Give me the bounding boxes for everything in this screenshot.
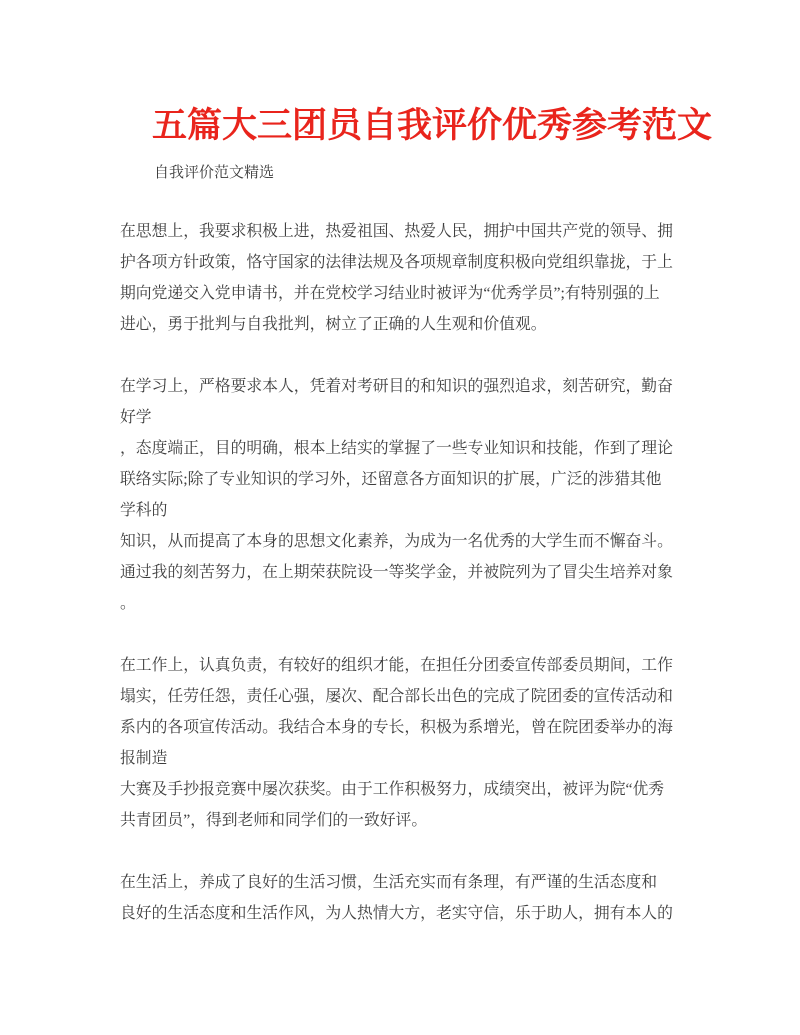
document-line: 塌实，任劳任怨，责任心强，屡次、配合部长出色的完成了院团委的宣传活动和 — [120, 688, 673, 705]
document-line: 大赛及手抄报竞赛中屡次获奖。由于工作积极努力，成绩突出，被评为院“优秀 — [120, 781, 665, 798]
document-line: 共青团员”，得到老师和同学们的一致好评。 — [120, 812, 428, 829]
document-subtitle: 自我评价范文精选 — [154, 165, 275, 181]
document-line: 在思想上，我要求积极上进，热爱祖国、热爱人民，拥护中国共产党的领导、拥 — [120, 223, 673, 240]
document-title: 五篇大三团员自我评价优秀参考范文 — [152, 106, 713, 145]
paragraph-study — [120, 371, 682, 619]
document-line: 联络实际;除了专业知识的学习外，还留意各方面知识的扩展，广泛的涉猎其他 — [120, 471, 662, 488]
document-body — [120, 216, 682, 960]
document-line: 通过我的刻苦努力，在上期荣获院设一等奖学金，并被院列为了冒尖生培养对象 — [120, 564, 673, 581]
paragraph-work — [120, 650, 682, 836]
document-line: 报制造 — [120, 750, 168, 767]
document-line: 。 — [120, 595, 136, 612]
document-line: 学科的 — [120, 502, 168, 519]
paragraph-thought — [120, 216, 682, 340]
document-line: 在生活上，养成了良好的生活习惯，生活充实而有条理，有严谨的生活态度和 — [120, 874, 658, 891]
document-line: 护各项方针政策，恪守国家的法律法规及各项规章制度积极向党组织靠拢，于上 — [120, 254, 673, 271]
document-line: 在学习上，严格要求本人，凭着对考研目的和知识的强烈追求，刻苦研究，勤奋 — [120, 378, 673, 395]
document-line: ，态度端正，目的明确，根本上结实的掌握了一些专业知识和技能，作到了理论 — [120, 440, 673, 457]
document-line: 进心，勇于批判与自我批判，树立了正确的人生观和价值观。 — [120, 316, 547, 333]
document-line: 系内的各项宣传活动。我结合本身的专长，积极为系增光，曾在院团委举办的海 — [120, 719, 673, 736]
paragraph-life — [120, 867, 682, 929]
document-line: 良好的生活态度和生活作风，为人热情大方，老实守信，乐于助人，拥有本人的 — [120, 905, 673, 922]
document-line: 好学 — [120, 409, 152, 426]
document-line: 期向党递交入党申请书，并在党校学习结业时被评为“优秀学员”;有特别强的上 — [120, 285, 660, 302]
document-line: 在工作上，认真负责，有较好的组织才能，在担任分团委宣传部委员期间，工作 — [120, 657, 673, 674]
document-line: 知识，从而提高了本身的思想文化素养，为成为一名优秀的大学生而不懈奋斗。 — [120, 533, 673, 550]
